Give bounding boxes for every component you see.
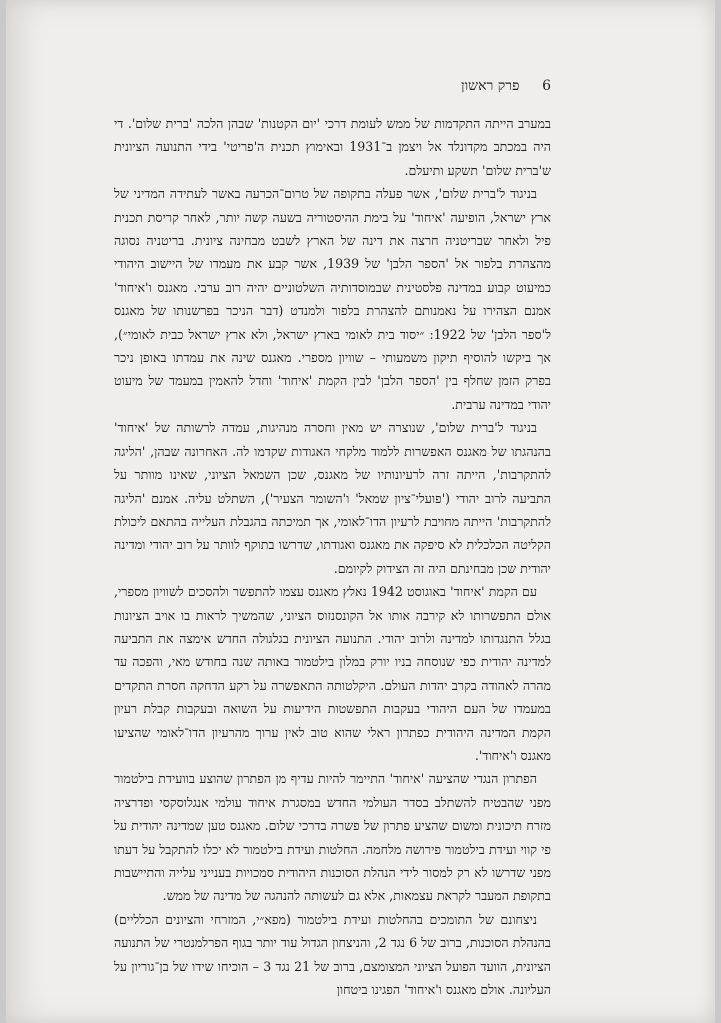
book-page — [6, 0, 715, 1023]
body-text — [114, 112, 551, 1001]
page-number: 6 — [542, 78, 551, 94]
paragraph: עם הקמת 'איחוד' באוגוסט 1942 נאלץ מאגנס עצמו להתפשר ולהסכים לשוויון מספרי, אולם התפשרותו לא קירבה אותו אל הקונסנזוס הציוני, שהמשיך לראות בו אויב הציונות בגלל התנגדותו למדינה ולרוב יהודי. התנועה הציונית בגלגולה החדש אימצה את התביעה למדינה יהודית כפי שנוסחה בניו יורק במלון בילטמור באותה שנה בחודש מאי, והפכה עד מהרה לאהודה בקרב יהדות העולם. היקלטותה התאפשרה על רקע הדחקה חסרת התקדים במעמדו של העם היהודי בעקבות התפשטות הידיעות על השואה ובעקבות קבלת רעיון הקמת המדינה היהודית כפתרון ראלי שהוא טוב לאין ערוך מהרעיון הדו־לאומי שהציעו מאגנס ו'איחוד'. — [114, 584, 551, 763]
running-header — [461, 78, 551, 95]
paragraph: בניגוד ל'ברית שלום', אשר פעלה בתקופה של טרום־הכרעה באשר לעתידה המדיני של ארץ ישראל, הופיעה 'איחוד' על בימת ההיסטוריה בשעה קשה יותר, לאחר קריסת תכנית פיל ולאחר שבריטניה חרצה את דינה של הארץ לשבט מבחינה ציונית. בריטניה נסוגה מהצהרת בלפור אל 'הספר הלבן' של 1939, אשר קבע את מעמדו של היישוב היהודי כמיעוט קבוע במדינה פלסטינית שבמוסדותיה השלטוניים יהיה רוב ערבי. מאגנס ו'איחוד' אמנם הצהירו על נאמנותם להצהרת בלפור ולמנדט (דבר הניכר בפרשנותו של מאגנס ל'ספר הלבן' של 1922: ״יסוד בית לאומי בארץ ישראל, ולא ארץ ישראל כבית לאומי״), אך ביקשו להוסיף תיקון משמעותי – שוויון מספרי. מאגנס שינה את עמדתו באופן ניכר בפרק הזמן שחלף בין 'הספר הלבן' לבין הקמת 'איחוד' וחדל להאמין במעמד של מיעוט יהודי במדינה ערבית. — [114, 186, 551, 412]
paragraph: הפתרון הנגדי שהציעה 'איחוד' התיימר להיות עדיף מן הפתרון שהוצע בוועידת בילטמור מפני שהבטיח להשתלב בסדר העולמי החדש במסגרת איחוד עולמי אנגלוסקסי ופדרציה מזרח תיכונית ומשום שהציע פתרון של פשרה בדרכי שלום. מאגנס טען שמדינה יהודית על פי קווי ועידת בילטמור פירושה מלחמה. החלטות ועידת בילטמור לא יכלו להתקבל על דעתו מפני שדרשו לא רק למסור לידי הנהלת הסוכנות היהודית סמכויות בענייני עלייה והתיישבות בתקופת המעבר לקראת עצמאות, אלא גם לעשותה להנהגה של מדינה של ממש. — [114, 771, 551, 904]
paragraph: ניצחונם של התומכים בהחלטות ועידת בילטמור (מפא״י, המזרחי והציונים הכלליים) בהנהלת הסוכנות, ברוב של 6 נגד 2, והניצחון הגדול עוד יותר בגוף הפרלמנטרי של התנועה הציונית, הוועד הפועל הציוני המצומצם, ברוב של 21 נגד 3 – הוכיחו שידו של בן־גוריון על העליונה. אולם מאגנס ו'איחוד' הפגינו ביטחון — [114, 911, 551, 998]
paragraph: במערב הייתה התקדמות של ממש לעומת דרכי 'יום הקטנות' שבהן הלכה 'ברית שלום'. די היה במכתב מקדונלד אל ויצמן ב־1931 ובאימוץ תכנית ה'פריטי' בידי התנועה הציונית ש'ברית שלום' תשקע ותיעלם. — [114, 116, 551, 178]
chapter-title: פרק ראשון — [461, 78, 520, 94]
paragraph: בניגוד ל'ברית שלום', שנוצרה יש מאין וחסרה מנהיגות, עמדה לרשותה של 'איחוד' בהנהגתו של מאגנס האפשרות ללמוד מלקחי האגודות שקדמו לה. האחרונה שבהן, 'הליגה להתקרבות', הייתה זרה לרעיונותיו של מאגנס, שכן השמאל הציוני, שאינו מוותר על התביעה לרוב יהודי ('פועלי־ציון שמאל' ו'השומר הצעיר'), השתלט עליה. אמנם 'הליגה להתקרבות' הייתה מחויבת לרעיון הדו־לאומי, אך תמיכתה בהגבלת העלייה בהתאם ליכולת הקליטה הכלכלית לא סיפקה את מאגנס ואגודתו, שדרשו בתוקף לוותר על רוב יהודי ומדינה יהודית שכן מבחינתם היה זה הצידוק לקיומם. — [114, 420, 551, 576]
